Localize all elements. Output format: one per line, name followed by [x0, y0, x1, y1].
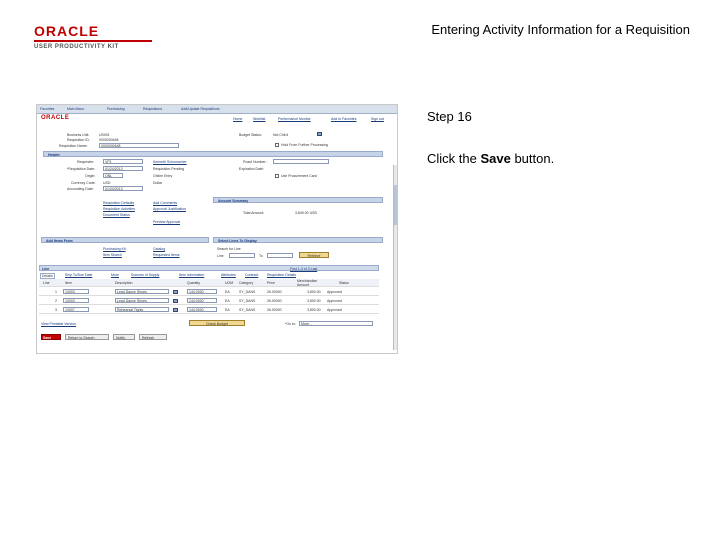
- business-unit-value: US001: [99, 133, 110, 137]
- link-sign-out[interactable]: Sign out: [371, 117, 384, 121]
- currency-label: Currency Code:: [71, 181, 96, 185]
- row-price: 26.00000: [267, 290, 282, 294]
- row-item-field[interactable]: [63, 307, 89, 312]
- requested-items-link[interactable]: Requested Items: [153, 253, 180, 257]
- col-status: Status: [339, 281, 349, 285]
- row-quantity: 144.0000: [189, 308, 204, 312]
- return-to-search-button[interactable]: Return to Search: [65, 334, 109, 340]
- col-item: Item: [65, 281, 72, 285]
- header-section-bar[interactable]: [43, 151, 383, 157]
- document-status-link[interactable]: Document Status: [103, 213, 130, 217]
- row-category: SY_DANS: [239, 308, 256, 312]
- row-amount: 3,800.00: [307, 308, 321, 312]
- instruction-text-after: button.: [510, 151, 555, 166]
- accounting-date-field[interactable]: [103, 186, 143, 191]
- origin-desc-text: Online Entry: [153, 174, 173, 178]
- instruction-text-before: Click the: [427, 151, 481, 166]
- nav-requisitions[interactable]: Requisitions: [143, 107, 163, 111]
- row-item: 10007: [65, 308, 75, 312]
- col-merchandise-amount: Merchandise Amount: [297, 279, 318, 287]
- search-for-line-label: Search for Line: [217, 247, 241, 251]
- row-uom: EA: [225, 308, 230, 312]
- row-line: 3: [55, 308, 57, 312]
- requisition-date-field[interactable]: [103, 166, 143, 171]
- pcard-dropdown[interactable]: [273, 159, 329, 164]
- goto-value: More...: [301, 322, 312, 326]
- tab-requisition-details[interactable]: Requisition Details: [267, 273, 296, 277]
- requisition-date-label: *Requisition Date:: [67, 167, 96, 171]
- scrollbar-thumb[interactable]: [394, 185, 398, 225]
- page-title: Entering Activity Information for a Requisition: [431, 22, 690, 37]
- oracle-logo-text: ORACLE: [34, 23, 100, 39]
- add-items-bar[interactable]: [41, 237, 209, 243]
- lines-grid-title: Line: [42, 267, 50, 271]
- requisition-id-label: Requisition ID:: [67, 138, 90, 142]
- tab-ship-to-due-date[interactable]: Ship To/Due Date: [65, 273, 93, 277]
- nav-favorites[interactable]: Favorites: [40, 107, 55, 111]
- currency-desc-text: Dollar: [153, 181, 163, 185]
- row-quantity: 144.0000: [189, 290, 204, 294]
- lines-column-headers: [39, 279, 379, 287]
- step-instruction: [427, 151, 554, 166]
- requisition-status-text: Requisition Pending: [153, 167, 185, 171]
- select-lines-title: Select Lines To Display: [218, 239, 257, 243]
- tab-details[interactable]: Details: [42, 274, 53, 278]
- requisition-id-value: 0000000648: [99, 138, 119, 142]
- requester-name-link[interactable]: Kenneth Schumacher: [153, 160, 187, 164]
- save-button[interactable]: Save: [41, 334, 61, 340]
- row-uom: EA: [225, 299, 230, 303]
- goto-label: *Go to:: [285, 322, 296, 326]
- tab-more[interactable]: More: [111, 273, 119, 277]
- line-from-field[interactable]: [229, 253, 255, 258]
- requisition-defaults-link[interactable]: Requisition Defaults: [103, 201, 135, 205]
- requisition-name-label: Requisition Name:: [59, 144, 88, 148]
- row-item: 10003: [65, 299, 75, 303]
- add-items-title: Add Items From: [46, 239, 73, 243]
- requester-value: VP1: [105, 160, 112, 164]
- requisition-activities-link[interactable]: Requisition Activities: [103, 207, 135, 211]
- purchasing-kit-link[interactable]: Purchasing Kit: [103, 247, 126, 251]
- header-section-title: Header: [48, 153, 60, 157]
- row-price: 26.00000: [267, 308, 282, 312]
- use-procurement-card-label: Use Procurement Card: [281, 174, 317, 178]
- col-line: Line: [43, 281, 50, 285]
- row-category: SY_DANS: [239, 290, 256, 294]
- logo-divider: [34, 40, 152, 42]
- row-amount: 3,800.00: [307, 290, 321, 294]
- row-quantity-field[interactable]: [187, 307, 217, 312]
- retrieve-button[interactable]: Retrieve: [299, 252, 329, 258]
- row-amount: 3,800.00: [307, 299, 321, 303]
- link-performance-monitor[interactable]: Performance Monitor: [278, 117, 311, 121]
- currency-value: USD: [103, 181, 111, 185]
- col-category: Category: [239, 281, 254, 285]
- row-description-field[interactable]: [115, 298, 169, 303]
- row-comment-icon[interactable]: [173, 299, 178, 303]
- requisition-name-field[interactable]: [99, 143, 179, 148]
- row-quantity: 144.0000: [189, 299, 204, 303]
- total-amount-value: 3,849.00 USD: [295, 211, 317, 215]
- table-row: [39, 297, 379, 305]
- row-line: 1: [55, 290, 57, 294]
- expiration-label: Expiration Date:: [239, 167, 264, 171]
- col-uom: UOM: [225, 281, 234, 285]
- refresh-button[interactable]: Refresh: [139, 334, 167, 340]
- row-status: Approved: [327, 290, 342, 294]
- tab-contract[interactable]: Contract: [245, 273, 259, 277]
- row-line: 2: [55, 299, 57, 303]
- step-number: Step 16: [427, 109, 472, 124]
- catalog-link[interactable]: Catalog: [153, 247, 166, 251]
- select-lines-bar[interactable]: [213, 237, 383, 243]
- row-category: SY_DANS: [239, 299, 256, 303]
- row-description-field[interactable]: [115, 307, 169, 312]
- table-row: [39, 306, 379, 314]
- vertical-scrollbar[interactable]: [393, 165, 397, 350]
- requisition-date-value: 01/24/2013: [105, 167, 123, 171]
- row-item-field[interactable]: [63, 298, 89, 303]
- oracle-upk-logo: [34, 23, 154, 50]
- notify-button[interactable]: Notify: [113, 334, 135, 340]
- view-printable-link[interactable]: View Printable Version: [41, 322, 76, 326]
- pcard-label: Pcard Number:: [243, 160, 267, 164]
- hold-label: Hold From Further Processing: [281, 143, 328, 147]
- row-status: Approved: [327, 308, 342, 312]
- origin-field[interactable]: [103, 173, 123, 178]
- check-budget-button[interactable]: Check Budget: [189, 320, 245, 326]
- lines-grid-tabs: [39, 272, 379, 278]
- origin-label: Origin:: [85, 174, 96, 178]
- requester-label: Requester:: [77, 160, 95, 164]
- lines-grid-pager[interactable]: First 1-3 of 3 Last: [290, 267, 318, 271]
- tab-attributes[interactable]: Attributes: [221, 273, 236, 277]
- budget-check-icon[interactable]: [317, 132, 322, 136]
- instruction-save-keyword: Save: [480, 151, 511, 166]
- menu-breadcrumb-bar: [37, 105, 397, 114]
- row-uom: EA: [225, 290, 230, 294]
- total-amount-label: Total Amount:: [243, 211, 265, 215]
- col-price: Price: [267, 281, 275, 285]
- approval-justification-link[interactable]: Approval Justification: [153, 207, 187, 211]
- row-description: Rehearsal Tights: [117, 308, 144, 312]
- requester-field[interactable]: [103, 159, 143, 164]
- top-links: [233, 116, 395, 123]
- row-comment-icon[interactable]: [173, 290, 178, 294]
- line-to-label: To: [259, 254, 263, 258]
- row-quantity-field[interactable]: [187, 289, 217, 294]
- hold-checkbox[interactable]: [275, 143, 279, 147]
- table-row: [39, 288, 379, 296]
- col-description: Description: [115, 281, 133, 285]
- use-procurement-card-checkbox[interactable]: [275, 174, 279, 178]
- link-home[interactable]: Home: [233, 117, 243, 121]
- row-quantity-field[interactable]: [187, 298, 217, 303]
- item-search-link[interactable]: Item Search: [103, 253, 122, 257]
- application-screenshot: [36, 104, 398, 354]
- budget-status-label: Budget Status:: [239, 133, 262, 137]
- row-price: 26.00000: [267, 299, 282, 303]
- preview-approval-link[interactable]: Preview Approval: [153, 220, 181, 224]
- nav-purchasing[interactable]: Purchasing: [107, 107, 125, 111]
- row-description: Lead Dance Shoes: [117, 290, 147, 294]
- col-quantity: Quantity: [187, 281, 201, 285]
- row-item: 10003: [65, 290, 75, 294]
- link-add-to-favorites[interactable]: Add to Favorites: [331, 117, 357, 121]
- app-oracle-logo: ORACLE: [41, 115, 70, 121]
- origin-value: ONL: [105, 174, 113, 178]
- nav-main-menu[interactable]: Main Menu: [67, 107, 85, 111]
- line-from-label: Line: [217, 254, 224, 258]
- amount-summary-bar[interactable]: [213, 197, 383, 203]
- goto-dropdown[interactable]: [299, 321, 373, 326]
- link-worklist[interactable]: Worklist: [253, 117, 266, 121]
- requisition-name-value: 0000000648: [101, 144, 121, 148]
- add-comments-link[interactable]: Add Comments: [153, 201, 178, 205]
- nav-add-update-requisitions[interactable]: Add/Update Requisitions: [181, 107, 220, 111]
- tab-sources-of-supply[interactable]: Sources of Supply: [131, 273, 160, 277]
- row-status: Approved: [327, 299, 342, 303]
- tab-item-information[interactable]: Item Information: [179, 273, 205, 277]
- accounting-date-label: Accounting Date:: [67, 187, 94, 191]
- budget-status-value: Not Chk'd: [273, 133, 289, 137]
- amount-summary-title: Amount Summary: [218, 199, 249, 203]
- row-description: Lead Dance Shoes: [117, 299, 147, 303]
- business-unit-label: Business Unit:: [67, 133, 90, 137]
- row-item-field[interactable]: [63, 289, 89, 294]
- row-description-field[interactable]: [115, 289, 169, 294]
- row-comment-icon[interactable]: [173, 308, 178, 312]
- line-to-field[interactable]: [267, 253, 293, 258]
- upk-logo-subtitle: USER PRODUCTIVITY KIT: [34, 44, 119, 50]
- lines-grid-header: [39, 265, 379, 271]
- accounting-date-value: 01/24/2013: [105, 187, 123, 191]
